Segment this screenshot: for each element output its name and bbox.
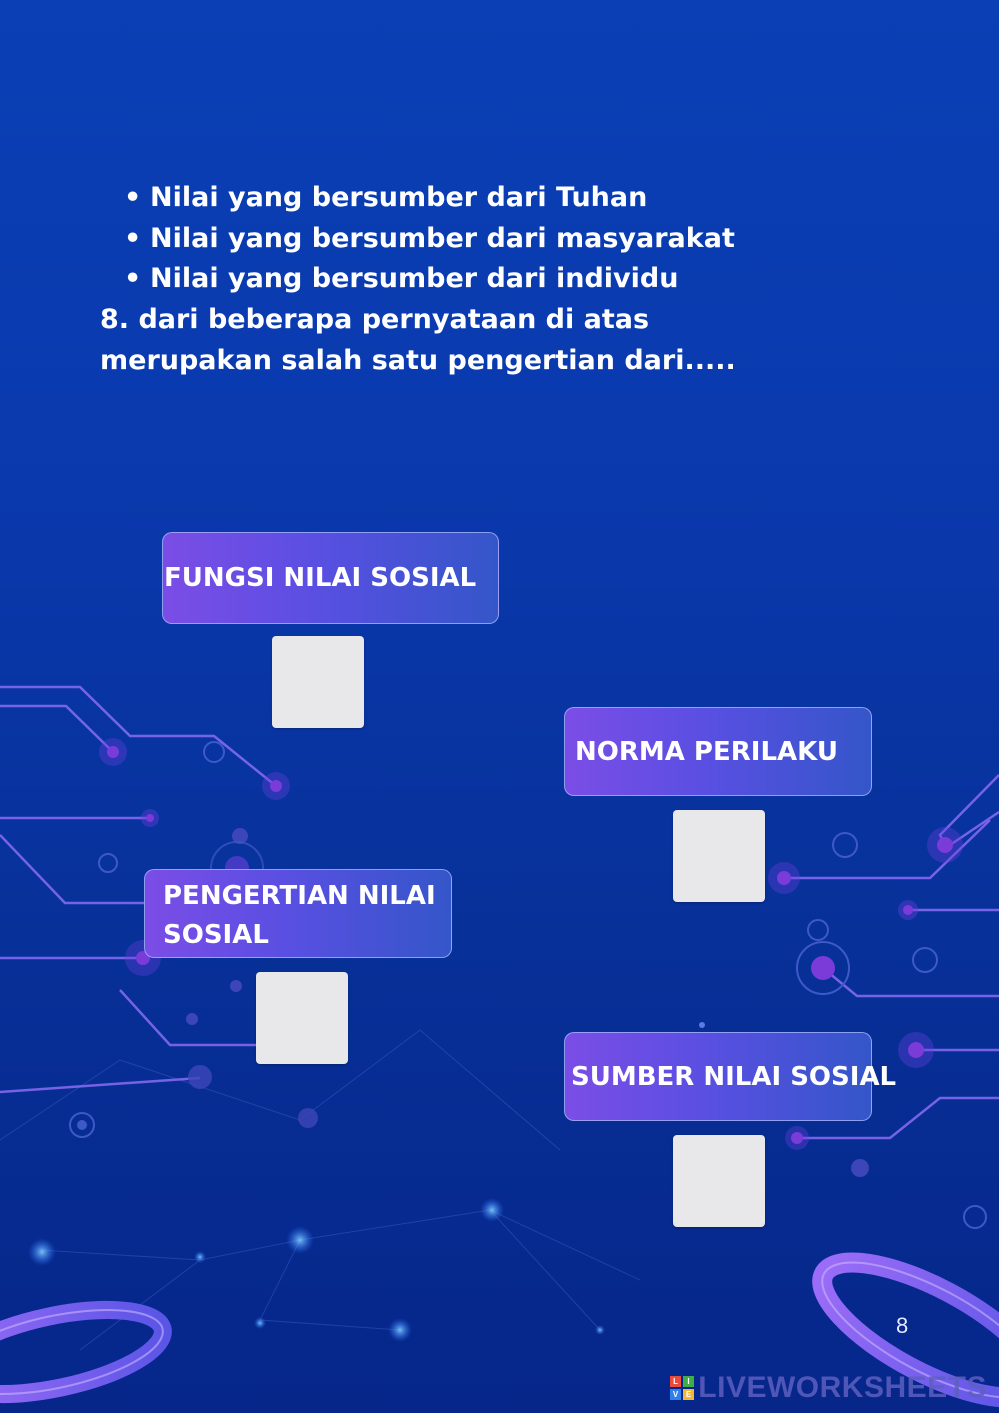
liveworksheets-brand — [670, 1371, 987, 1405]
logo-letter: L — [670, 1376, 681, 1387]
option-label: NORMA PERILAKU — [575, 736, 838, 767]
question-line: 8. dari beberapa pernyataan di atas — [100, 304, 650, 335]
value-source-list — [122, 178, 735, 300]
list-item: • Nilai yang bersumber dari individu — [122, 259, 735, 300]
brand-text: LIVEWORKSHEETS — [698, 1371, 987, 1404]
answer-drop-box-2[interactable] — [673, 810, 765, 902]
list-item: • Nilai yang bersumber dari masyarakat — [122, 219, 735, 260]
option-card-sumber-nilai-sosial — [564, 1032, 897, 1121]
page-number: 8 — [896, 1313, 909, 1338]
answer-drop-box-1[interactable] — [272, 636, 364, 728]
question-text — [100, 299, 820, 381]
list-item: • Nilai yang bersumber dari Tuhan — [122, 178, 735, 219]
option-card-pengertian-nilai-sosial — [144, 869, 452, 958]
liveworksheets-logo-icon — [670, 1376, 694, 1400]
option-label: FUNGSI NILAI SOSIAL — [164, 563, 477, 593]
logo-letter: I — [683, 1376, 694, 1387]
option-card-norma-perilaku — [564, 707, 872, 796]
logo-letter: V — [670, 1389, 681, 1400]
option-card-fungsi-nilai-sosial — [162, 532, 499, 624]
logo-letter: E — [683, 1389, 694, 1400]
answer-drop-box-4[interactable] — [673, 1135, 765, 1227]
option-label: SUMBER NILAI SOSIAL — [571, 1061, 897, 1092]
option-label: PENGERTIAN NILAI SOSIAL — [163, 880, 436, 950]
question-line: merupakan salah satu pengertian dari..... — [100, 345, 736, 376]
answer-drop-box-3[interactable] — [256, 972, 348, 1064]
